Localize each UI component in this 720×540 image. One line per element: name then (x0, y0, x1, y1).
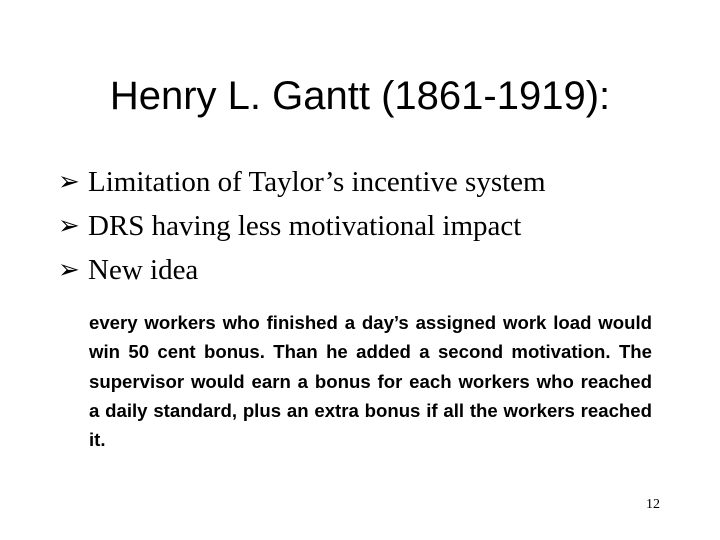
bullet-text: New idea (88, 254, 199, 286)
bullet-text: Limitation of Taylor’s incentive system (88, 166, 546, 198)
bullet-list (58, 160, 546, 292)
bullet-item-taylor-limitation (58, 160, 546, 204)
arrow-bullet-icon: ➢ (58, 255, 80, 285)
arrow-bullet-icon: ➢ (58, 211, 80, 241)
bullet-text: DRS having less motivational impact (88, 210, 522, 242)
page-number: 12 (646, 497, 660, 512)
body-paragraph: every workers who finished a day’s assigned work load would win 50 cent bonus. Than he added a second motivation. The supervisor would earn a bonus for each workers who reached a daily standard, plus an extra bonus if all the workers reached it. (89, 312, 652, 451)
slide-title: Henry L. Gantt (1861-1919): (109, 74, 611, 118)
bullet-item-new-idea (58, 248, 546, 292)
bullet-item-drs (58, 204, 546, 248)
arrow-bullet-icon: ➢ (58, 167, 80, 197)
